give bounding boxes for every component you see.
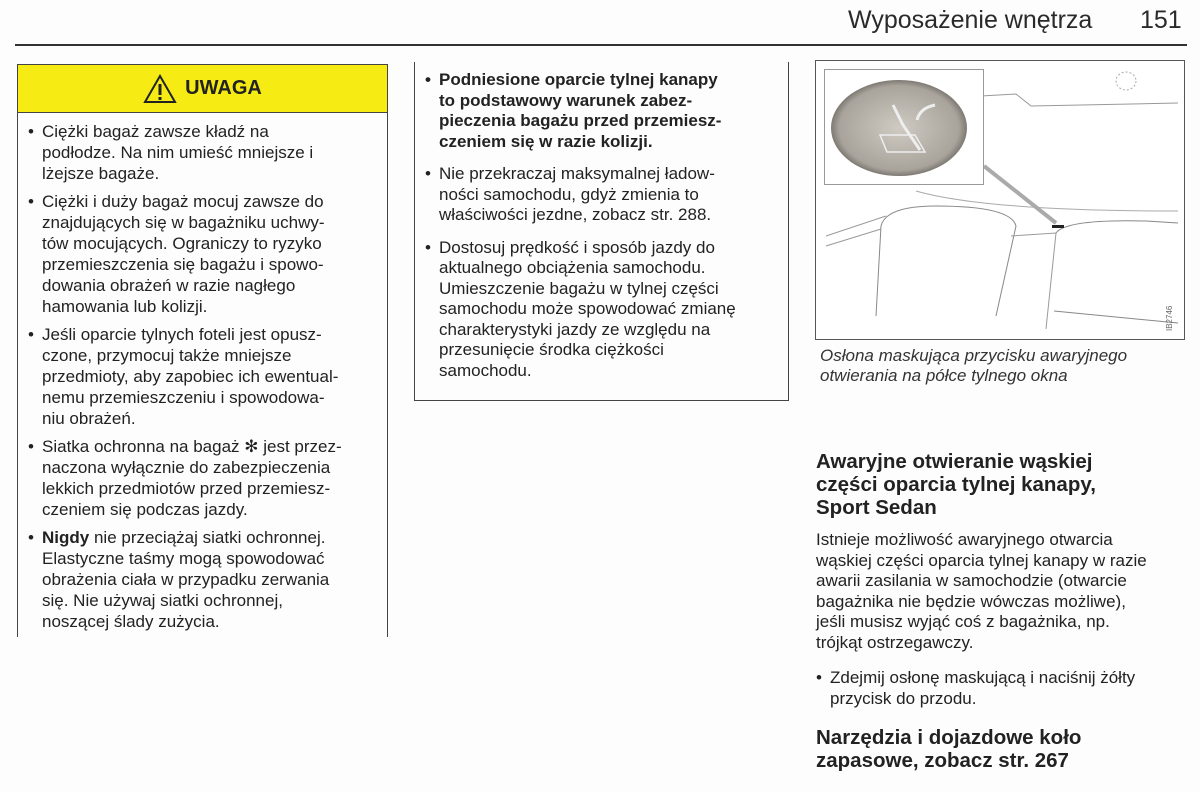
section-body: Istnieje możliwość awaryjnego otwarcia wąskiej części oparcia tylnej kanapy w razie awarii zasilania w samochodzie (otwarcie bagażnika nie będzie wówczas możliwe), jeśli musisz wyjąć coś z bagażnika, np. trójkąt ostrzegawczy. [816,530,1147,652]
cover-button-icon [825,70,983,184]
warning-item: • Nie przekraczaj maksymalnej ładow- ności samochodu, gdyż zmienia to właściwości jezdne, zobacz str. 288. [425,164,715,224]
warning-item: • Siatka ochronna na bagaż ✻ jest przez- naczona wyłącznie do zabezpieczenia lekkich przedmiotów przed przemiesz- czeniem się podczas jazdy. [28,437,342,519]
figure-code: IB2746 [1165,305,1174,331]
warning-item: • Nigdy nie przeciążaj siatki ochronnej. Elastyczne taśmy mogą spowodować obrażenia ciała w przypadku zerwania się. Nie używaj siatki ochronnej, noszącej ślady zużycia. [28,528,330,631]
warning-triangle-icon [143,74,177,104]
running-header-title: Wyposażenie wnętrza [848,6,1093,34]
illustration-rear-shelf-cover [815,60,1185,340]
inset-detail [824,69,984,185]
warning-item: • Ciężki bagaż zawsze kładź na podłodze. Na nim umieść mniejsze i lżejsze bagaże. [28,122,314,183]
page-number: 151 [1140,6,1182,34]
warning-header [18,65,387,113]
figure-caption: Osłona maskująca przycisku awaryjnego otwierania na półce tylnego okna [820,346,1128,385]
warning-item: • Ciężki i duży bagaż mocuj zawsze do znajdujących się w bagażniku uchwy- tów mocujących. Ograniczy to ryzyko przemieszczenia się bagażu i spowo- dowania obrażeń w razie nagłego hamowania lub kolizji. [28,192,325,316]
warning-title: UWAGA [185,77,262,99]
warning-item: • Jeśli oparcie tylnych foteli jest opusz- czone, przymocuj także mniejsze przedmioty, aby zapobiec ich ewentual- nemu przemieszczeniu i spowodowa- niu obrażeń. [28,325,339,428]
warning-box [17,64,388,637]
emphasis: Nigdy [42,528,90,547]
section-heading: Awaryjne otwieranie wąskiej części oparcia tylnej kanapy, Sport Sedan [816,450,1096,519]
warning-item: • Podniesione oparcie tylnej kanapy to podstawowy warunek zabez- pieczenia bagażu przed przemiesz- czeniem się w razie kolizji. [425,70,722,151]
header-rule [15,44,1187,46]
section-heading: Narzędzia i dojazdowe koło zapasowe, zobacz str. 267 [816,726,1082,772]
warning-box-continued [414,62,789,401]
warning-item: • Dostosuj prędkość i sposób jazdy do aktualnego obciążenia samochodu. Umieszczenie bagażu w tylnej części samochodu może spowodować zmianę charakterystyki jazdy ze względu na przesunięcie środka ciężkości samochodu. [425,237,736,380]
instruction-item: • Zdejmij osłonę maskującą i naciśnij żółty przycisk do przodu. [816,668,1136,708]
